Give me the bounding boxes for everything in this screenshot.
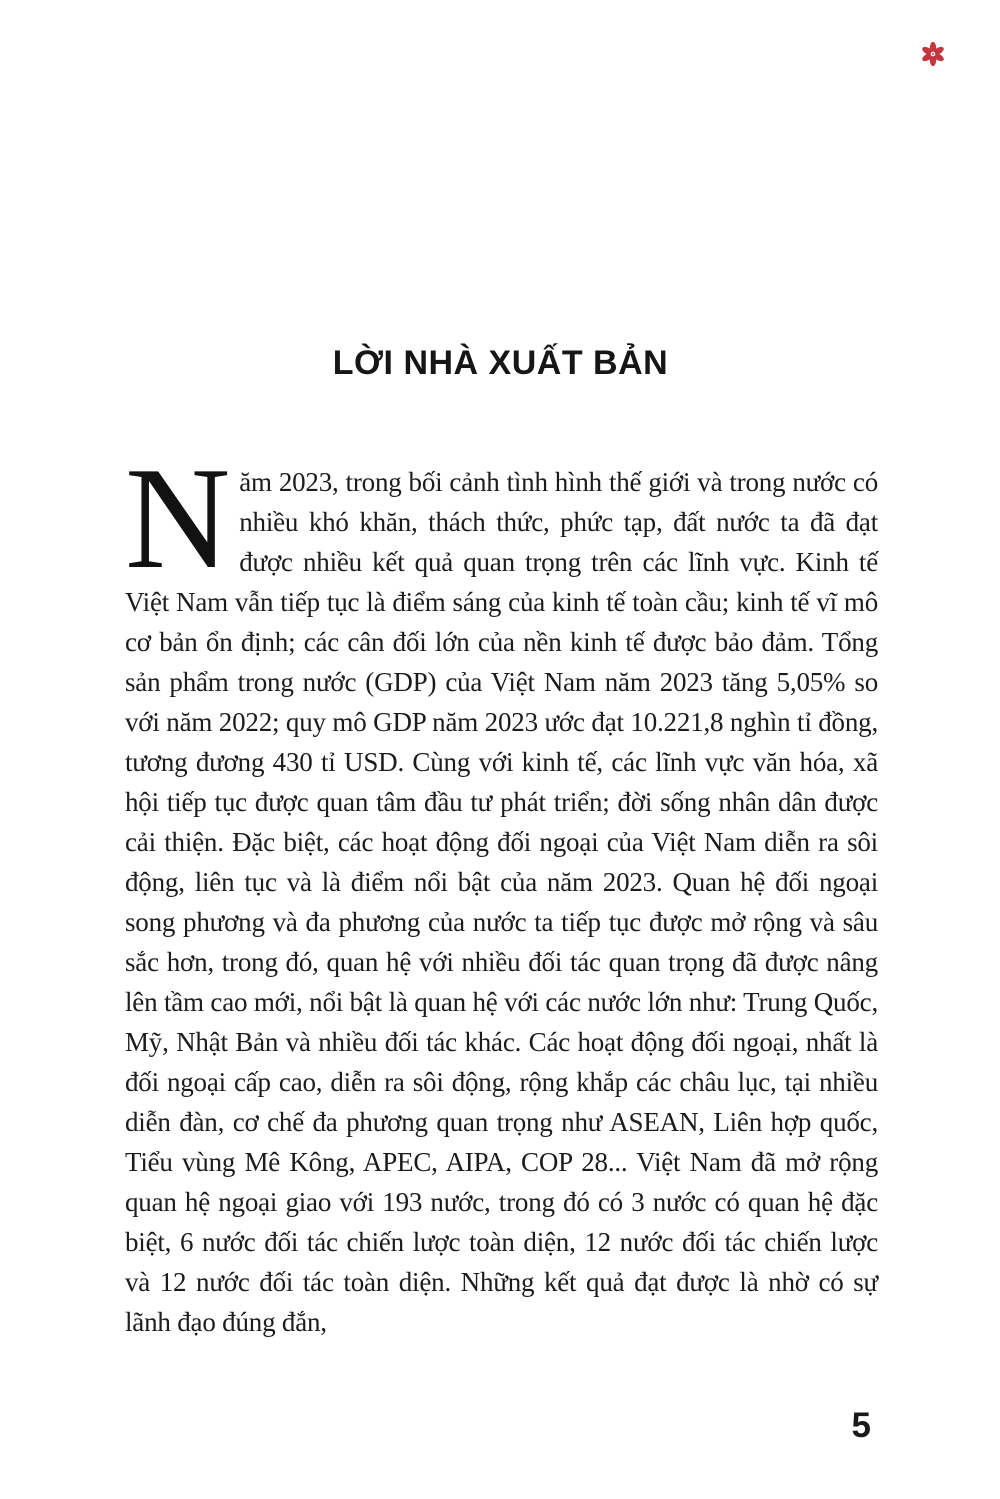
- body-text-block: [125, 437, 878, 1342]
- paragraph: [125, 437, 878, 1342]
- paragraph-text: ăm 2023, trong bối cảnh tình hình thế giới và trong nước có nhiều khó khăn, thách thức, phức tạp, đất nước ta đã đạt được nhiều kết quả quan trọng trên các lĩnh vực. Kinh tế Việt Nam vẫn tiếp tục là điểm sáng của kinh tế toàn cầu; kinh tế vĩ mô cơ bản ổn định; các cân đối lớn của nền kinh tế được bảo đảm. Tổng sản phẩm trong nước (GDP) của Việt Nam năm 2023 tăng 5,05% so với năm 2022; quy mô GDP năm 2023 ước đạt 10.221,8 nghìn tỉ đồng, tương đương 430 tỉ USD. Cùng với kinh tế, các lĩnh vực văn hóa, xã hội tiếp tục được quan tâm đầu tư phát triển; đời sống nhân dân được cải thiện. Đặc biệt, các hoạt động đối ngoại của Việt Nam diễn ra sôi động, liên tục và là điểm nổi bật của năm 2023. Quan hệ đối ngoại song phương và đa phương của nước ta tiếp tục được mở rộng và sâu sắc hơn, trong đó, quan hệ với nhiều đối tác quan trọng đã được nâng lên tầm cao mới, nổi bật là quan hệ với các nước lớn như: Trung Quốc, Mỹ, Nhật Bản và nhiều đối tác khác. Các hoạt động đối ngoại, nhất là đối ngoại cấp cao, diễn ra sôi động, rộng khắp các châu lục, tại nhiều diễn đàn, cơ chế đa phương quan trọng như ASEAN, Liên hợp quốc, Tiểu vùng Mê Kông, APEC, AIPA, COP 28... Việt Nam đã mở rộng quan hệ ngoại giao với 193 nước, trong đó có 3 nước có quan hệ đặc biệt, 6 nước đối tác chiến lược toàn diện, 12 nước đối tác chiến lược và 12 nước đối tác toàn diện. Những kết quả đạt được là nhờ có sự lãnh đạo đúng đắn,: [125, 467, 878, 1337]
- page-title: LỜI NHÀ XUẤT BẢN: [332, 344, 669, 382]
- drop-cap: N: [125, 437, 231, 599]
- page-number: 5: [851, 1406, 871, 1445]
- flower-asterisk-icon: [920, 41, 946, 67]
